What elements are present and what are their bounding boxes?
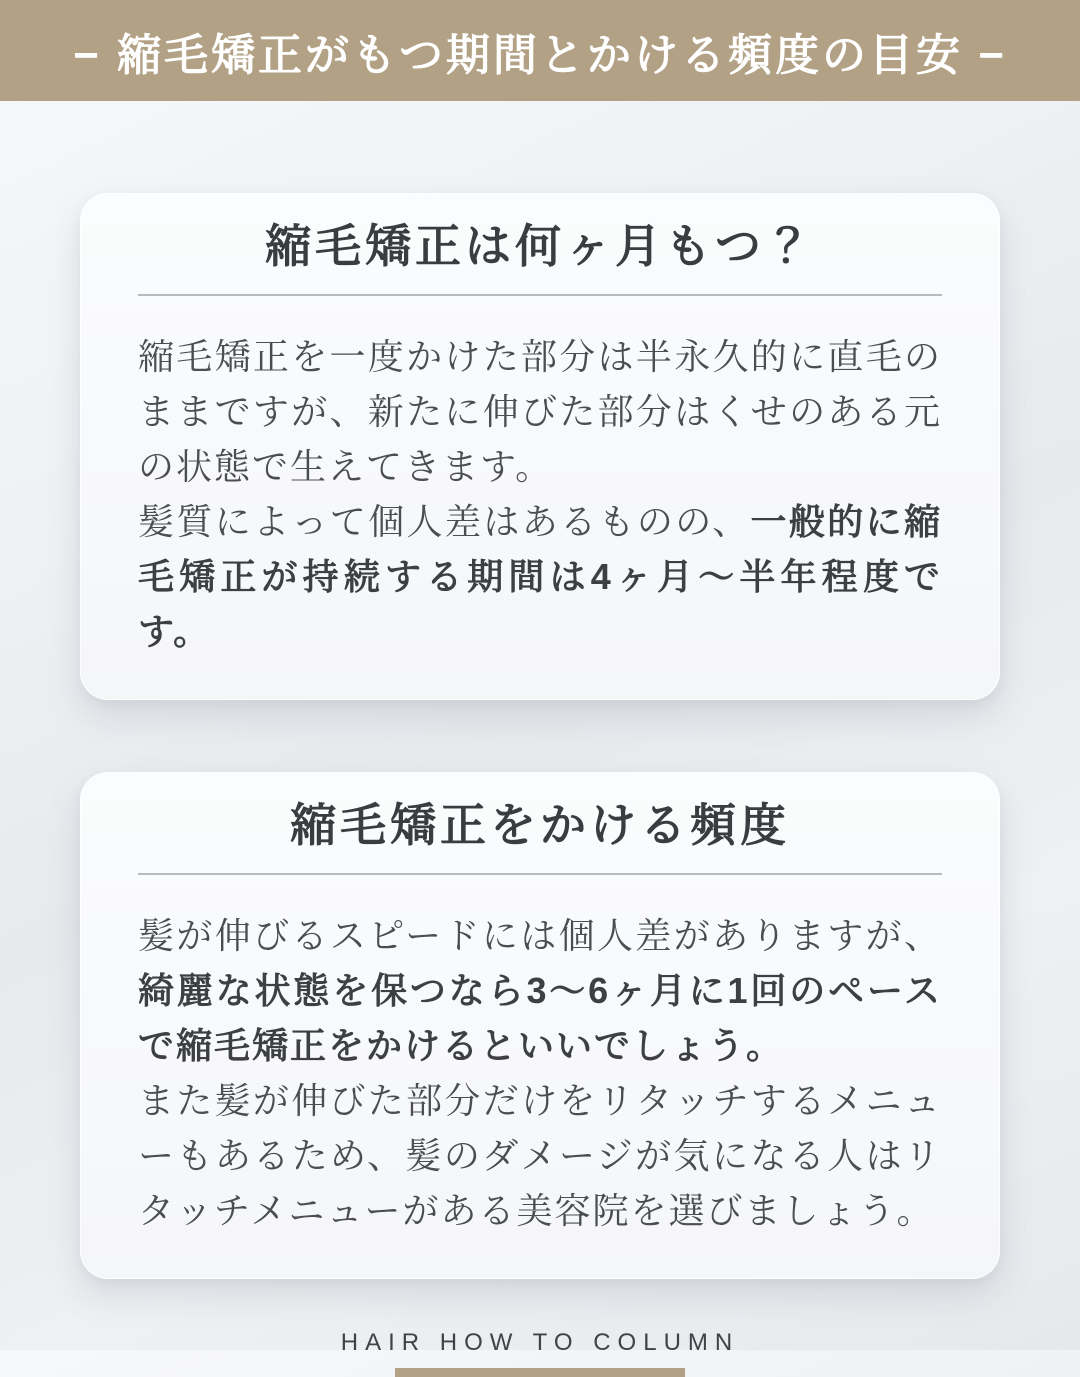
card-duration-title: 縮毛矯正は何ヶ月もつ？ [265, 220, 815, 272]
header-banner [0, 0, 1080, 101]
footer [0, 1329, 1080, 1377]
paragraph-run: 縮毛矯正を一度かけた部分は半永久的に直毛のままですが、新たに伸びた部分はくせのある元の状態で生えてきます。 [138, 336, 942, 487]
card-duration [80, 193, 1000, 700]
paragraph-bold-run: 綺麗な状態を保つなら3〜6ヶ月に1回のペースで縮毛矯正をかけるといいでしょう。 [138, 970, 942, 1066]
card-paragraph [138, 494, 942, 659]
footer-label: HAIR HOW TO COLUMN [340, 1329, 740, 1356]
card-frequency [80, 772, 1000, 1279]
card-title-divider [138, 294, 942, 296]
paragraph-run: また髪が伸びた部分だけをリタッチするメニューもあるため、髪のダメージが気になる人はリタッチメニューがある美容院を選びましょう。 [138, 1080, 942, 1231]
paragraph-run: 髪質によって個人差はあるものの、 [138, 501, 751, 542]
paragraph-run: 髪が伸びるスピードには個人差がありますが、 [138, 915, 942, 956]
card-paragraph [138, 1073, 942, 1238]
footer-accent-bar [395, 1368, 685, 1377]
card-duration-body [138, 329, 942, 659]
header-title: − 縮毛矯正がもつ期間とかける頻度の目安 − [73, 30, 1007, 80]
card-paragraph [138, 908, 942, 1073]
content-area [0, 193, 1080, 1377]
card-title-divider [138, 873, 942, 875]
card-paragraph [138, 329, 942, 494]
card-frequency-body [138, 908, 942, 1238]
paragraph-bold-run: 一般的に縮毛矯正が持続する期間は4ヶ月〜半年程度です。 [138, 501, 942, 652]
card-frequency-title: 縮毛矯正をかける頻度 [290, 799, 790, 851]
